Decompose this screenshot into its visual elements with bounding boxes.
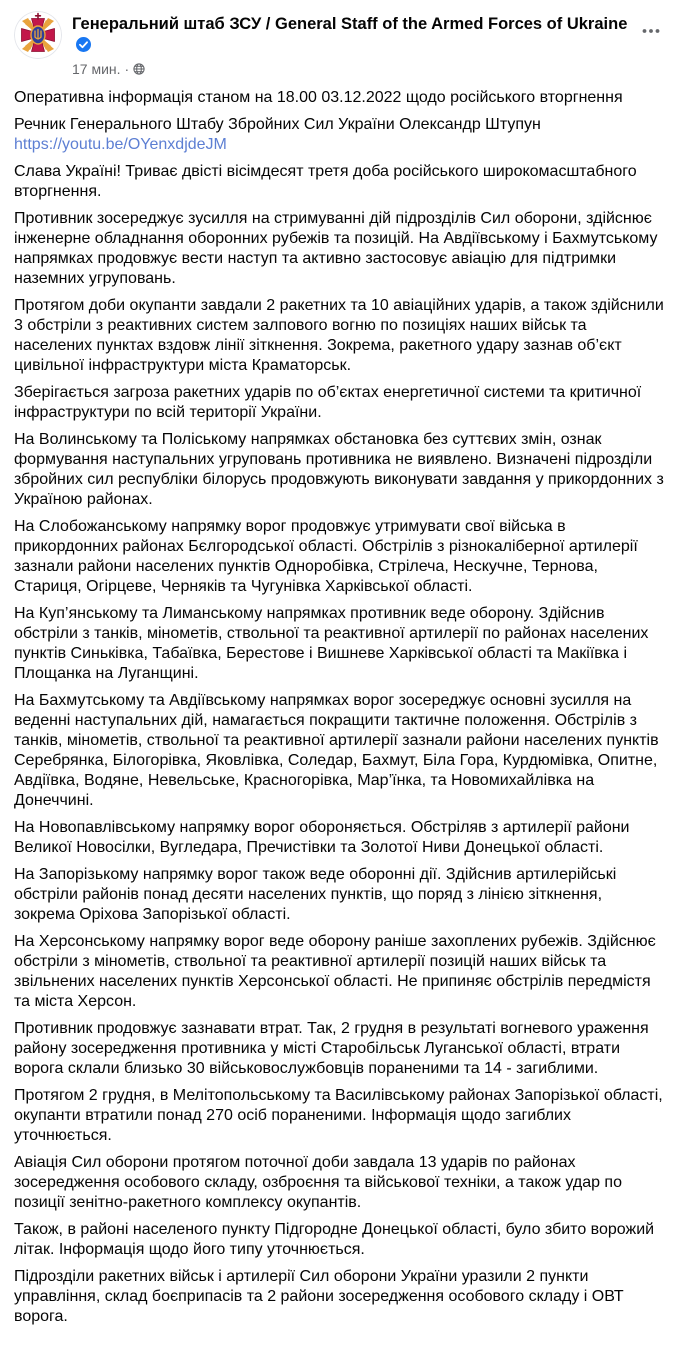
- post-paragraph-headline: Оперативна інформація станом на 18.00 03.12.2022 щодо російського вторгнення: [14, 89, 623, 106]
- post-header: [0, 0, 681, 79]
- timestamp[interactable]: 17 мин.: [72, 61, 121, 77]
- post-paragraph: Противник продовжує зазнавати втрат. Так, 2 грудня в результаті вогневого ураження району зосередження противника у місті Старобільськ Луганської області, втрати ворога склали близько 30 військовослужбовців пораненими та 14 - загиблими.: [14, 1020, 649, 1077]
- post-link[interactable]: https://youtu.be/OYenxdjdeJM: [14, 136, 227, 153]
- post-meta: [72, 61, 635, 77]
- post-paragraph: На Новопавлівському напрямку ворог обороняється. Обстріляв з артилерії райони Великої Новосілки, Вугледара, Пречистівки та Золотої Ниви Донецької області.: [14, 819, 630, 856]
- verified-badge-icon: [76, 37, 91, 58]
- post-header-info: [72, 11, 635, 77]
- post-paragraph: На Слобожанському напрямку ворог продовжує утримувати свої війська в прикордонних районах Бєлгородської області. Обстрілів з різнокаліберної артилерії зазнали райони населених пунктів Одноробівка, Стрілеча, Нескучне, Тернова, Стариця, Огірцеве, Черняків та Чугунівка Харківської області.: [14, 518, 638, 595]
- post-paragraph: На Волинському та Поліському напрямках обстановка без суттєвих змін, ознак формування наступальних угруповань противника не виявлено. Визначені підрозділи збройних сил республіки білорусь продовжують виконувати завдання у прикордонних з Україною районах.: [14, 431, 664, 508]
- post-paragraph: Підрозділи ракетних військ і артилерії Сил оборони України уразили 2 пункти управління, склад боєприпасів та 2 райони зосередження особового складу і ОВТ ворога.: [14, 1268, 624, 1325]
- post-paragraph: На Бахмутському та Авдіївському напрямках ворог зосереджує основні зусилля на веденні наступальних дій, намагається покращити тактичне положення. Обстрілів з танків, мінометів, ствольної та реактивної артилерії зазнали райони населених пунктів Серебрянка, Білогорівка, Яковлівка, Соледар, Бахмут, Біла Гора, Курдюмівка, Опитне, Авдіївка, Водяне, Невельське, Красногорівка, Мар’їнка, та Новомихайлівка на Донеччині.: [14, 692, 659, 809]
- post-paragraph: Протягом 2 грудня, в Мелітопольському та Василівському районах Запорізької області, окупанти втратили понад 270 осіб пораненими. Інформація щодо загиблих уточнюється.: [14, 1087, 663, 1144]
- post-paragraph: На Херсонському напрямку ворог веде оборону раніше захоплених рубежів. Здійснює обстріли з мінометів, ствольної та реактивної артилерії позицій наших військ та звільнених населених пунктів Херсонської області. Не припиняє обстрілів передмістя та міста Херсон.: [14, 933, 656, 1010]
- post-paragraph: На Куп’янському та Лиманському напрямках противник веде оборону. Здійснив обстріли з танків, мінометів, ствольної та реактивної артилерії по районах населених пунктів Синьківка, Табаївка, Берестове і Вишневе Харківської області та Макіївка і Площанка на Луганщині.: [14, 605, 649, 682]
- page-avatar[interactable]: [14, 11, 62, 59]
- post-paragraph: Авіація Сил оборони протягом поточної доби завдала 13 ударів по районах зосередження особового складу, озброєння та військової техніки, а також удар по позиції зенітно-ракетного комплексу окупантів.: [14, 1154, 622, 1211]
- three-dots-icon: [641, 21, 661, 41]
- general-staff-emblem-icon: [14, 11, 62, 59]
- globe-icon: [133, 63, 145, 75]
- page-name[interactable]: Генеральний штаб ЗСУ / General Staff of the Armed Forces of Ukraine: [72, 15, 628, 33]
- post-paragraph: На Запорізькому напрямку ворог також веде оборонні дії. Здійснив артилерійські обстріли районів понад десяти населених пунктів, що поряд з лінією зіткнення, зокрема Оріхова Запорізької області.: [14, 866, 617, 923]
- post-menu-button[interactable]: [635, 11, 667, 52]
- post-paragraph: Зберігається загроза ракетних ударів по об’єктах енергетичної системи та критичної інфраструктури по всій території України.: [14, 384, 642, 421]
- meta-separator: ·: [124, 61, 130, 77]
- post-paragraph-speaker: Речник Генерального Штабу Збройних Сил України Олександр Штупун: [14, 116, 541, 133]
- post-paragraph: Також, в районі населеного пункту Підгородне Донецької області, було збито ворожий літак. Інформація щодо його типу уточнюється.: [14, 1221, 655, 1258]
- post-paragraph: Протягом доби окупанти завдали 2 ракетних та 10 авіаційних ударів, а також здійснили 3 обстріли з реактивних систем залпового вогню по позиціях наших військ та населених пунктах вздовж лінії зіткнення. Зокрема, ракетного удару зазнав об’єкт цивільної інфраструктури міста Краматорськ.: [14, 297, 664, 374]
- post-body: [0, 79, 681, 1348]
- post-paragraph: Слава Україні! Триває двісті вісімдесят третя доба російського широкомасштабного вторгнення.: [14, 163, 637, 200]
- post-paragraph: Противник зосереджує зусилля на стримуванні дій підрозділів Сил оборони, здійснює інженерне обладнання оборонних рубежів та позицій. На Авдіївському і Бахмутському напрямках продовжує вести наступ та активно застосовує авіацію для підтримки наземних угруповань.: [14, 210, 658, 287]
